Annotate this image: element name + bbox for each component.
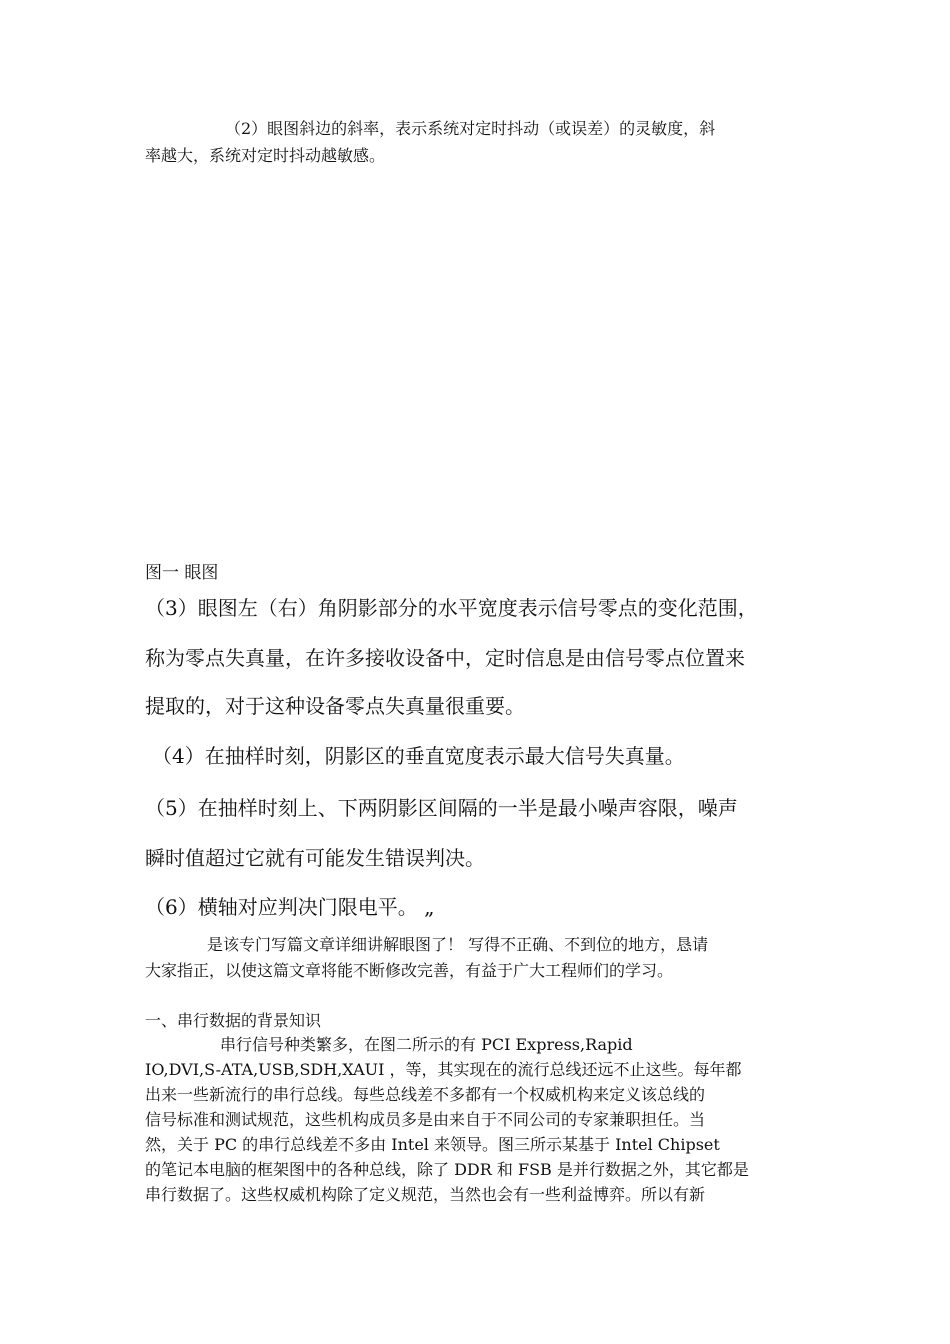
para2-line2: 率越大，系统对定时抖动越敏感。 xyxy=(145,146,386,165)
section1-line7: 串行数据了。这些权威机构除了定义规范，当然也会有一些利益博弈。所以有新 xyxy=(145,1185,706,1204)
para5-line2: 瞬时值超过它就有可能发生错误判决。 xyxy=(145,846,485,870)
para3-line1: （3）眼图左（右）角阴影部分的水平宽度表示信号零点的变化范围， xyxy=(145,596,758,620)
section1-line4: 信号标准和测试规范，这些机构成员多是由来自于不同公司的专家兼职担任。当 xyxy=(145,1110,706,1129)
section1-heading: 一、串行数据的背景知识 xyxy=(145,1011,322,1030)
section1-line6: 的笔记本电脑的框架图中的各种总线，除了 DDR 和 FSB 是并行数据之外，其它都是 xyxy=(145,1160,749,1179)
section1-line1: 串行信号种类繁多，在图二所示的有 PCI Express,Rapid xyxy=(220,1035,633,1054)
para3-line3: 提取的，对于这种设备零点失真量很重要。 xyxy=(145,694,525,718)
para3-line2: 称为零点失真量，在许多接收设备中，定时信息是由信号零点位置来 xyxy=(145,646,745,670)
intro-line2: 大家指正，以使这篇文章将能不断修改完善，有益于广大工程师们的学习。 xyxy=(145,961,674,980)
section1-line3: 出来一些新流行的串行总线。每些总线差不多都有一个权威机构来定义该总线的 xyxy=(145,1085,706,1104)
section1-line2: IO,DVI,S-ATA,USB,SDH,XAUI ，等，其实现在的流行总线还远不止这些。每年都 xyxy=(145,1060,742,1079)
eye-diagram-figure xyxy=(145,175,805,555)
figure-caption: 图一 眼图 xyxy=(145,563,219,583)
para6-line1: （6）横轴对应判决门限电平。 „ xyxy=(145,895,435,919)
para2-line1: （2）眼图斜边的斜率，表示系统对定时抖动（或误差）的灵敏度，斜 xyxy=(225,119,716,138)
intro-line1: 是该专门写篇文章详细讲解眼图了！ 写得不正确、不到位的地方，恳请 xyxy=(207,935,709,954)
section1-line5: 然，关于 PC 的串行总线差不多由 Intel 来领导。图三所示某基于 Intel Chipset xyxy=(145,1135,720,1154)
para5-line1: （5）在抽样时刻上、下两阴影区间隔的一半是最小噪声容限，噪声 xyxy=(145,796,738,820)
para4-line1: （4）在抽样时刻，阴影区的垂直宽度表示最大信号失真量。 xyxy=(152,744,685,768)
